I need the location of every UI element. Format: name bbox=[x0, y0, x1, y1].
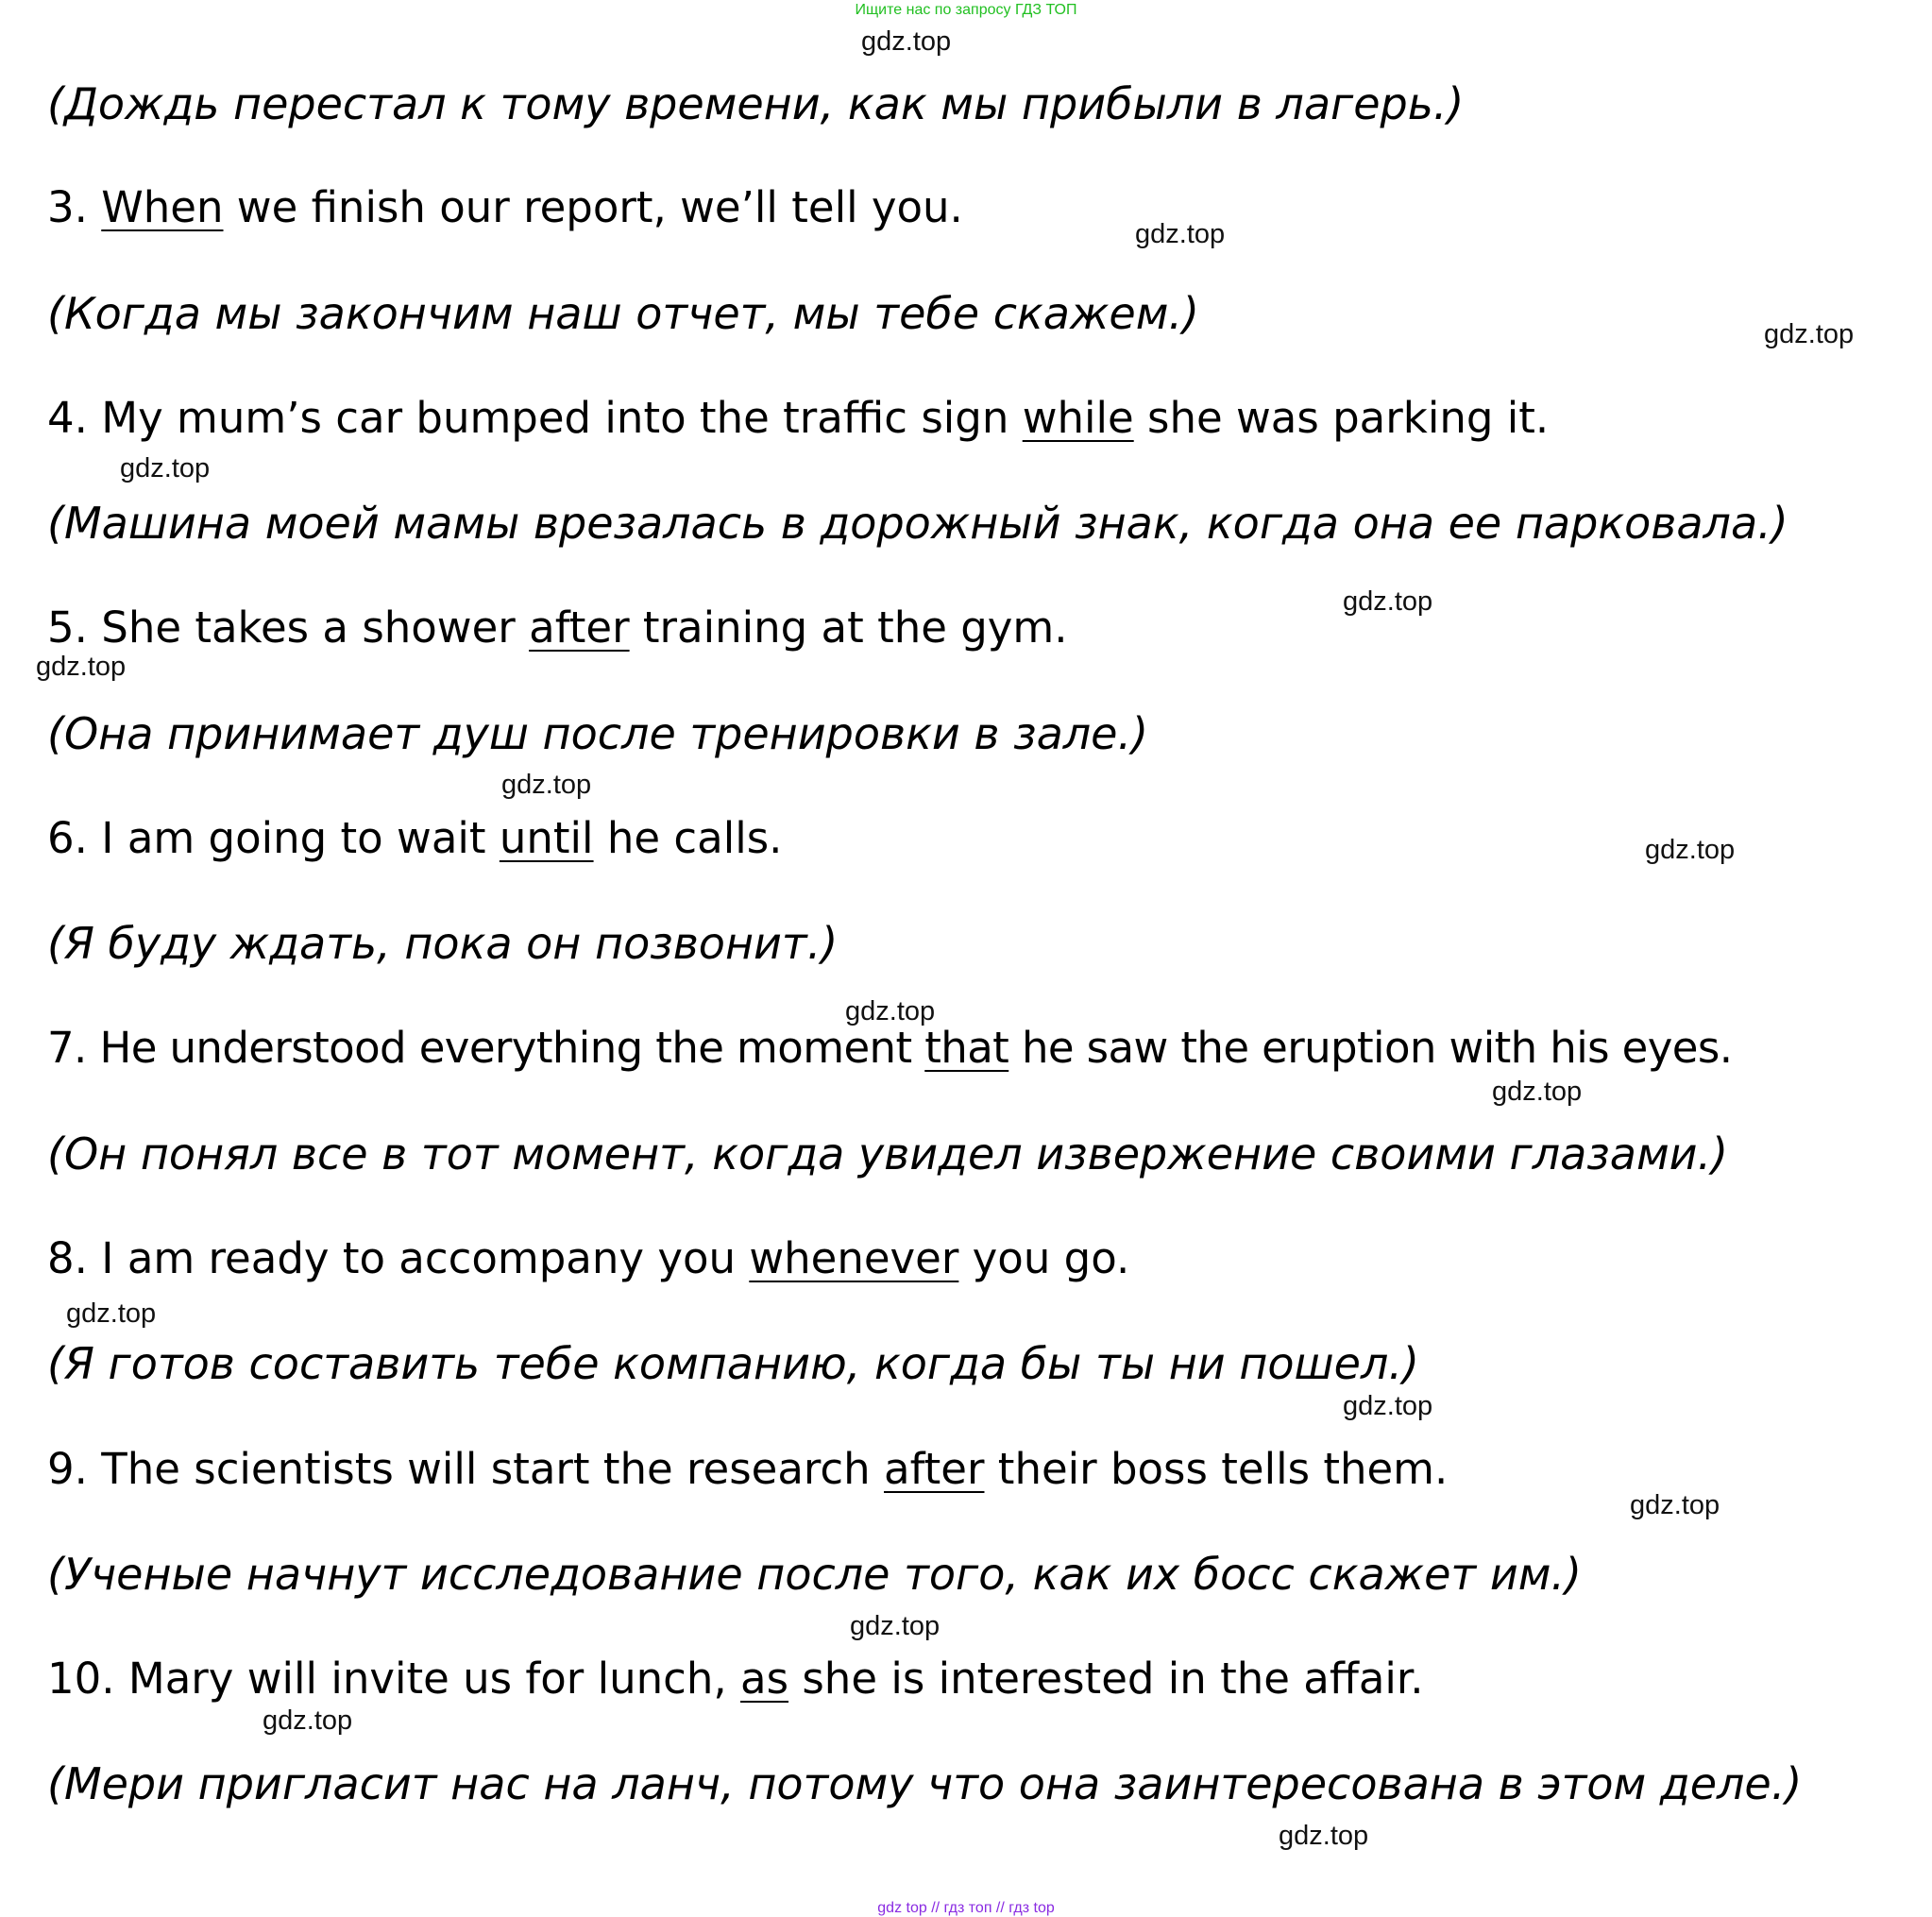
sentence-rest: she was parking it. bbox=[1147, 393, 1550, 443]
translation-line: (Я готов составить тебе компанию, когда бы ты ни пошел.) bbox=[47, 1338, 1419, 1389]
conjunction-keyword: that bbox=[924, 1023, 1009, 1073]
translation-line: (Ученые начнут исследование после того, как их босс скажет им.) bbox=[47, 1549, 1583, 1600]
sentence-number: 6. bbox=[47, 813, 88, 863]
watermark: gdz.top bbox=[263, 1705, 353, 1736]
sentence-start: I am ready to accompany you bbox=[101, 1233, 736, 1283]
sentence-7 bbox=[47, 1020, 1732, 1077]
sentence-start: Mary will invite us for lunch, bbox=[127, 1654, 727, 1704]
sentence-rest: we finish our report, we’ll tell you. bbox=[236, 182, 963, 232]
conjunction-keyword: as bbox=[740, 1654, 789, 1704]
watermark: gdz.top bbox=[1279, 1821, 1369, 1851]
conjunction-keyword: whenever bbox=[749, 1233, 959, 1283]
sentence-rest: training at the gym. bbox=[642, 602, 1068, 653]
watermark: gdz.top bbox=[1492, 1077, 1583, 1107]
conjunction-keyword: after bbox=[529, 602, 630, 653]
watermark: gdz.top bbox=[1764, 319, 1855, 349]
watermark: gdz.top bbox=[1343, 1391, 1433, 1421]
translation-line: (Когда мы закончим наш отчет, мы тебе скажем.) bbox=[47, 288, 1199, 339]
conjunction-keyword: while bbox=[1022, 393, 1134, 443]
sentence-start: He understood everything the moment bbox=[99, 1023, 912, 1073]
watermark: gdz.top bbox=[861, 26, 952, 57]
translation-line: (Она принимает душ после тренировки в зале.) bbox=[47, 708, 1149, 759]
sentence-number: 3. bbox=[47, 182, 88, 232]
translation-line: (Он понял все в тот момент, когда увидел извержение своими глазами.) bbox=[47, 1128, 1729, 1179]
watermark: gdz.top bbox=[1343, 586, 1433, 617]
watermark: gdz.top bbox=[36, 652, 127, 682]
watermark: gdz.top bbox=[850, 1611, 941, 1641]
sentence-3 bbox=[47, 179, 963, 236]
sentence-number: 8. bbox=[47, 1233, 88, 1283]
sentence-rest: he saw the eruption with his eyes. bbox=[1021, 1023, 1733, 1073]
sentence-rest: she is interested in the affair. bbox=[802, 1654, 1424, 1704]
sentence-start: I am going to wait bbox=[101, 813, 486, 863]
sentence-9 bbox=[47, 1441, 1448, 1498]
sentence-start: She takes a shower bbox=[101, 602, 516, 653]
sentence-number: 9. bbox=[47, 1444, 88, 1494]
sentence-rest: you go. bbox=[972, 1233, 1130, 1283]
translation-line: (Машина моей мамы врезалась в дорожный знак, когда она ее парковала.) bbox=[47, 498, 1788, 549]
top-banner: Ищите нас по запросу ГДЗ ТОП bbox=[855, 2, 1077, 18]
bottom-banner: gdz top // гдз топ // гдз top bbox=[877, 1900, 1055, 1916]
sentence-start: The scientists will start the research bbox=[101, 1444, 871, 1494]
watermark: gdz.top bbox=[845, 996, 936, 1026]
watermark: gdz.top bbox=[120, 453, 211, 483]
watermark: gdz.top bbox=[1645, 835, 1736, 865]
sentence-5 bbox=[47, 600, 1068, 656]
translation-line: (Я буду ждать, пока он позвонит.) bbox=[47, 918, 839, 969]
sentence-rest: he calls. bbox=[606, 813, 783, 863]
conjunction-keyword: until bbox=[499, 813, 594, 863]
sentence-rest: their boss tells them. bbox=[997, 1444, 1449, 1494]
sentence-number: 5. bbox=[47, 602, 88, 653]
sentence-number: 4. bbox=[47, 393, 88, 443]
watermark: gdz.top bbox=[1630, 1490, 1720, 1520]
sentence-4 bbox=[47, 390, 1549, 447]
sentence-number: 10. bbox=[47, 1654, 115, 1704]
watermark: gdz.top bbox=[66, 1298, 157, 1329]
translation-line: (Мери пригласит нас на ланч, потому что она заинтересована в этом деле.) bbox=[47, 1758, 1803, 1809]
watermark: gdz.top bbox=[1135, 219, 1226, 249]
sentence-6 bbox=[47, 810, 782, 867]
translation-line: (Дождь перестал к тому времени, как мы прибыли в лагерь.) bbox=[47, 78, 1465, 129]
conjunction-keyword: When bbox=[101, 182, 224, 232]
sentence-start: My mum’s car bumped into the traffic sign bbox=[101, 393, 1009, 443]
watermark: gdz.top bbox=[501, 770, 592, 800]
sentence-10 bbox=[47, 1651, 1424, 1707]
conjunction-keyword: after bbox=[884, 1444, 985, 1494]
sentence-8 bbox=[47, 1230, 1129, 1287]
sentence-number: 7. bbox=[47, 1023, 87, 1073]
